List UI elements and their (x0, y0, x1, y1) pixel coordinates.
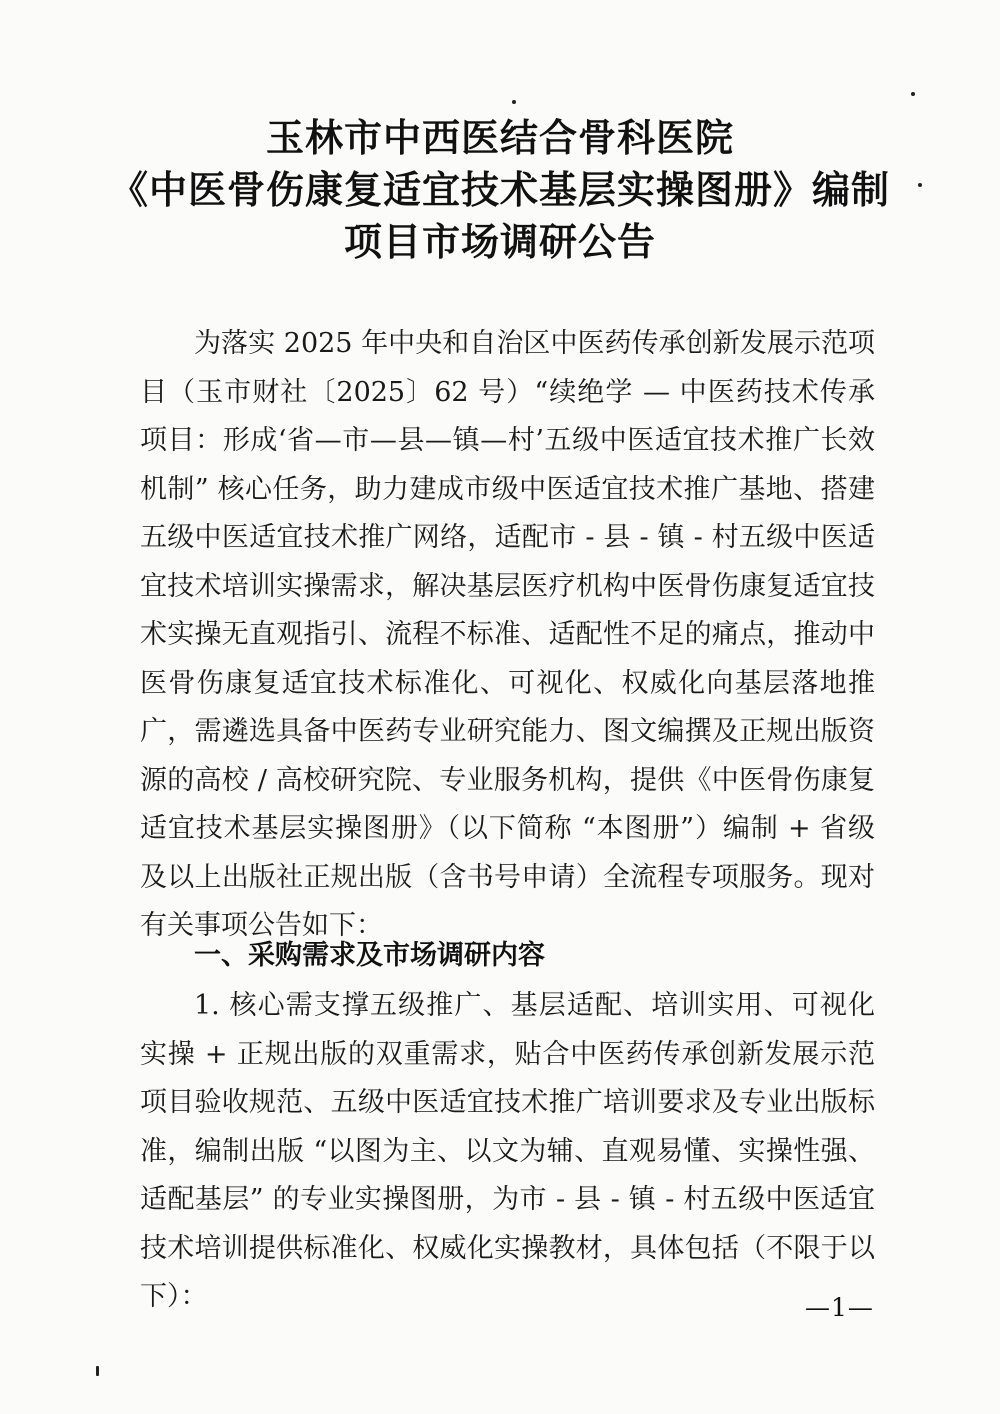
title-line-1: 玉林市中西医结合骨科医院 (265, 116, 734, 160)
intro-paragraph: 为落实 2025 年中央和自治区中医药传承创新发展示范项目（玉市财社〔2025〕62 号）“续绝学 — 中医药技术传承项目：形成‘省—市—县—镇—村’五级中医适宜技术推广长效机制” 核心任务，助力建成市级中医适宜技术推广基地、搭建五级中医适宜技术推广网络，适配市 - 县 - 镇 - 村五级中医适宜技术培训实操需求，解决基层医疗机构中医骨伤康复适宜技术实操无直观指引、流程不标准、适配性不足的痛点，推动中医骨伤康复适宜技术标准化、可视化、权威化向基层落地推广，需遴选具备中医药专业研究能力、图文编撰及正规出版资源的高校 / 高校研究院、专业服务机构，提供《中医骨伤康复适宜技术基层实操图册》（以下简称 “本图册”）编制 + 省级及以上出版社正规出版（含书号申请）全流程专项服务。现对有关事项公告如下： (140, 328, 875, 941)
scan-speck (96, 1366, 99, 1376)
document-title (0, 112, 1000, 268)
title-line-3: 项目市场调研公告 (343, 220, 656, 264)
page-number: —1— (805, 1293, 874, 1322)
scan-speck (911, 92, 915, 96)
title-line-2: 《中医骨伤康复适宜技术基层实操图册》编制 (109, 168, 890, 212)
section-heading-1: 一、采购需求及市场调研内容 (194, 940, 545, 971)
requirements-section (140, 982, 875, 1322)
intro-section (140, 320, 875, 951)
scan-speck (512, 100, 516, 104)
requirements-paragraph: 1. 核心需支撑五级推广、基层适配、培训实用、可视化实操 + 正规出版的双重需求，贴合中医药传承创新发展示范项目验收规范、五级中医适宜技术推广培训要求及专业出版标准，编制出版 “以图为主、以文为辅、直观易懂、实操性强、适配基层” 的专业实操图册，为市 - 县 - 镇 - 村五级中医适宜技术培训提供标准化、权威化实操教材，具体包括（不限于以下）： (140, 990, 875, 1312)
